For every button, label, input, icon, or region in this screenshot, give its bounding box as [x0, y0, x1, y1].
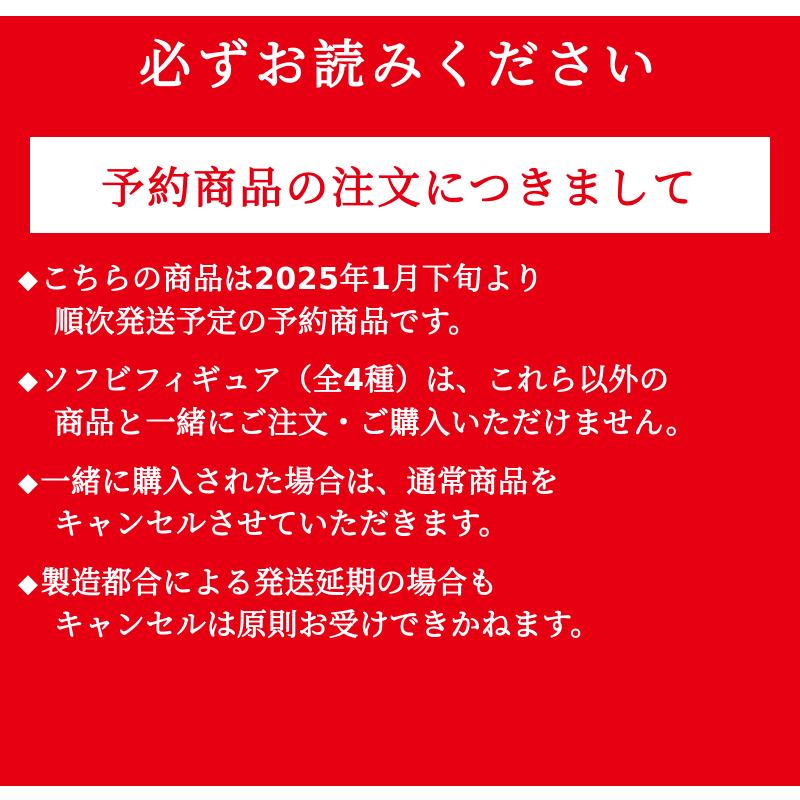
- list-item: [18, 360, 782, 445]
- red-panel: [0, 16, 800, 786]
- subtitle-band: [30, 137, 770, 233]
- list-item: [18, 259, 782, 344]
- diamond-bullet-icon: ◆: [18, 366, 39, 397]
- page-title: 必ずお読みください: [138, 36, 661, 96]
- list-item-line-secondary: 順次発送予定の予約商品です。: [54, 304, 479, 340]
- diamond-bullet-icon: ◆: [18, 568, 39, 599]
- top-white-strip: [0, 0, 800, 16]
- list-item-line-secondary: キャンセルは原則お受けできかねます。: [54, 608, 601, 644]
- list-item-line-primary: 一緒に購入された場合は、通常商品を: [40, 464, 559, 500]
- diamond-bullet-icon: ◆: [18, 265, 39, 296]
- list-item: [18, 462, 782, 547]
- subtitle-text: 予約商品の注文につきまして: [101, 163, 699, 214]
- list-item-line-secondary: キャンセルさせていただきます。: [54, 507, 510, 543]
- list-item-line-primary: 製造都合による発送延期の場合も: [40, 565, 498, 601]
- list-item: [18, 563, 782, 648]
- bullet-list: [0, 259, 800, 648]
- list-item-line-primary: ソフビフィギュア（全4種）は、これら以外の: [40, 363, 670, 399]
- list-item-line-primary: こちらの商品は2025年1月下旬より: [40, 262, 544, 298]
- diamond-bullet-icon: ◆: [18, 467, 39, 498]
- list-item-line-secondary: 商品と一緒にご注文・ご購入いただけません。: [54, 405, 697, 441]
